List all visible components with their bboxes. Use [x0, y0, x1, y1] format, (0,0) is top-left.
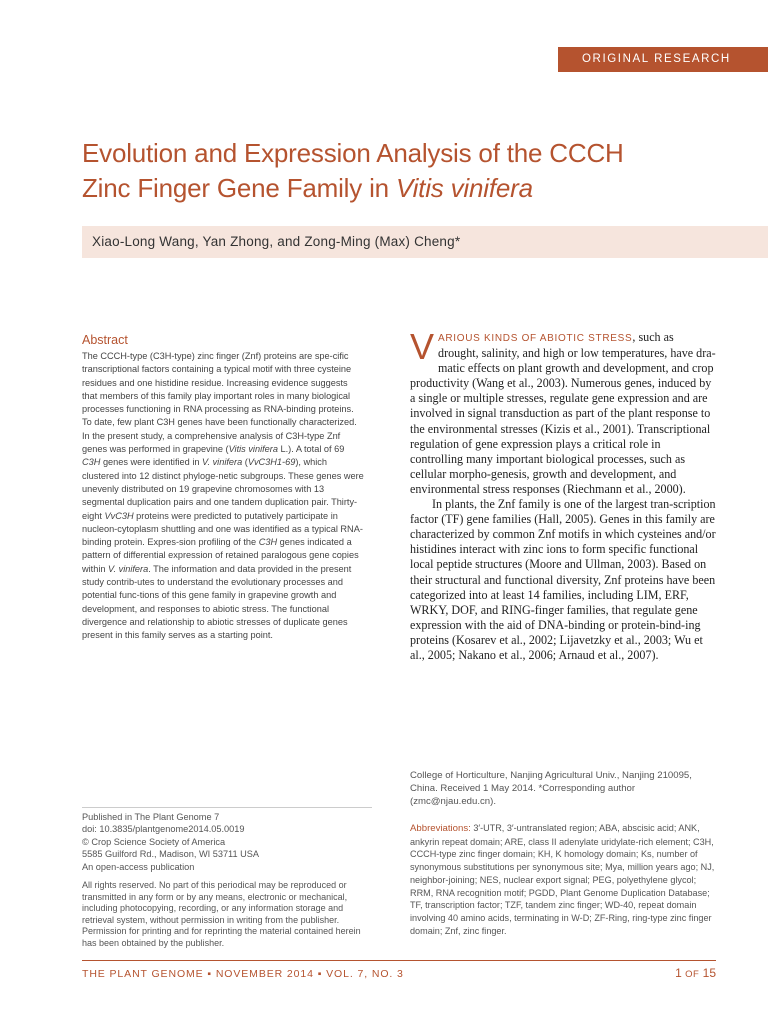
publication-divider: [82, 807, 372, 808]
introduction: [410, 326, 716, 663]
publication-info: Published in The Plant Genome 7 doi: 10.3835/plantgenome2014.05.0019 © Crop Science Society of America 5585 Guilford Rd., Madison, WI 53711 USA An open-access publication: [82, 812, 260, 872]
journal-footer: THE PLANT GENOME ▪ NOVEMBER 2014 ▪ VOL. 7, NO. 3: [82, 968, 404, 980]
abstract-heading: Abstract: [82, 333, 128, 347]
intro-lead: ARIOUS KINDS OF ABIOTIC STRESS: [438, 333, 633, 344]
abstract-text: The CCCH-type (C3H-type) zinc finger (Znf) proteins are spe-cific transcriptional factors containing a typical motif with three cysteine residues and one histidine residue. Increasing evidence suggests that members of this family play important roles in many biological processes functioning in RNA processing as RNA-binding proteins. To date, few plant C3H genes have been functionally characterized. In the present study, a comprehensive analysis of C3H-type Znf genes was performed in grapevine (Vitis vinifera L.). A total of 69 C3H genes were identified in V. vinifera (VvC3H1-69), which clustered into 12 distinct phyloge-netic subgroups. These genes were unevenly distributed on 19 grapevine chromosomes with 13 segmental duplication pairs and one tandem duplication pair. Thirty-eight VvC3H proteins were predicted to putatively participate in nucleon-cytoplasm shuttling and one was identified as a typical RNA-binding protein. Expres-sion profiling of the C3H genes indicated a pattern of differential expression of retained paralogous gene copies within V. vinifera. The information and data provided in the present study contrib-utes to understand the evolutionary processes and potential func-tions of this gene family in grapevine growth and development, and responses to abiotic stress. The functional divergence and relationship to abiotic stresses of duplicate genes present in this family serves as a starting point.: [82, 351, 364, 641]
title-line-2-prefix: Zinc Finger Gene Family in: [82, 173, 396, 203]
rights-statement: All rights reserved. No part of this periodical may be reproduced or transmitted in any form or by any means, electronic or mechanical, including photocopying, recording, or any information storage and retrieval system, without permission in writing from the publisher. Permission for printing and for reprinting the material contained herein has been obtained by the publisher.: [82, 880, 361, 948]
footer-rule: [82, 960, 716, 961]
title-species: Vitis vinifera: [395, 173, 533, 203]
abbreviations: Abbreviations: 3′-UTR, 3′-untranslated region; ABA, abscisic acid; ANK, ankyrin repeat domain; ARE, class II adenylate uridylate-rich element; C3H, CCCH-type zinc finger domain; KH, K homology domain; Ks, number of synonymous substitutions per synonymous site; Mya, million years ago; NJ, neighbor-joining; NES, nuclear export signal; PEG, polyethylene glycol; RRM, RNA recognition motif; PGDD, Plant Genome Duplication Database; TF, transcription factor; TZF, tandem zinc finger; WD-40, repeat domain involving 40 amino acids, terminating in W-D; ZF-Ring, ring-type zinc finger domain; Znf, zinc finger.: [410, 823, 715, 936]
affiliation: College of Horticulture, Nanjing Agricultural Univ., Nanjing 210095, China. Received 1 May 2014. *Corresponding author (zmc@njau.edu.cn).: [410, 770, 692, 808]
intro-paragraph-1: VARIOUS KINDS OF ABIOTIC STRESS, such as drought, salinity, and high or low temperatures, have dra-matic effects on plant growth and development, and crop productivity (Wang et al., 2003). Numerous genes, induced by a single or multiple stresses, regulate gene expression and are involved in signal transduction as part of the plant response to the environmental stresses (Kizis et al., 2001). Transcriptional regulation of gene expression plays a critical role in controlling many important biological processes, such as cellular morpho-genesis, growth and development, and environmental stress responses (Riechmann et al., 2000).: [410, 326, 716, 496]
abbreviations-label: Abbreviations:: [410, 823, 471, 834]
author-list: Xiao-Long Wang, Yan Zhong, and Zong-Ming (Max) Cheng*: [92, 234, 461, 249]
title-line-1: Evolution and Expression Analysis of the CCCH: [82, 138, 624, 168]
article-title: [82, 136, 722, 206]
intro-paragraph-2: In plants, the Znf family is one of the largest tran-scription factor (TF) gene families (Hall, 2005). Genes in this family are characterized by common Znf motifs in which cysteines and/or histidines interact with zinc ions to form specific functional local peptide structures (Moore and Ullman, 2003). Based on their structural and functional diversity, Znf proteins have been categorized into at least 14 families, including LIM, ERF, WRKY, DOF, and RING-finger families, that regulate gene expression with the aid of DNA-binding or protein-bind-ing proteins (Kosarev et al., 2002; Lijavetzky et al., 2003; Wu et al., 2005; Nakano et al., 2006; Arnaud et al., 2007).: [410, 497, 716, 662]
page-number: 1 OF 15: [675, 966, 716, 980]
section-label: ORIGINAL RESEARCH: [558, 47, 768, 72]
drop-cap: V: [410, 326, 435, 367]
